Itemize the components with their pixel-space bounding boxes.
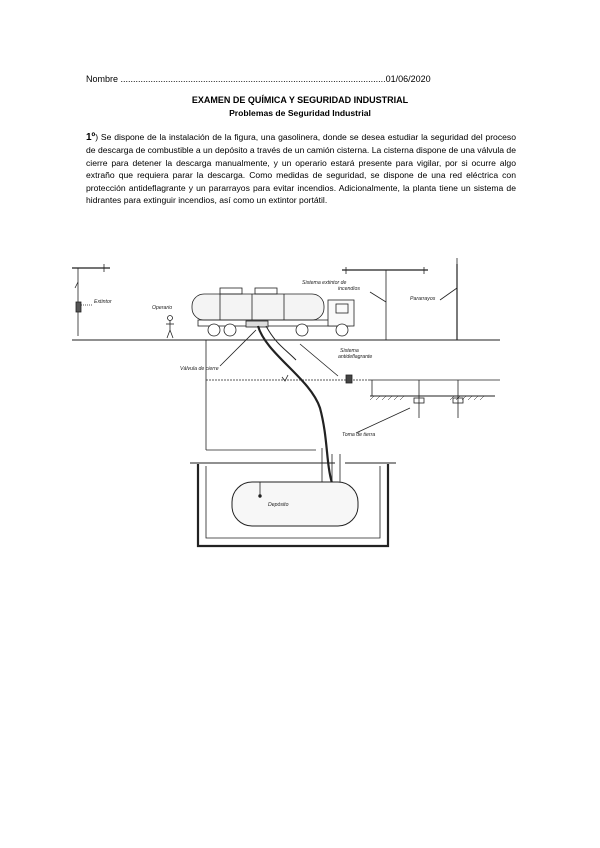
name-line <box>86 74 516 84</box>
operario-icon <box>166 316 174 339</box>
discharge-hose <box>258 326 332 483</box>
label-deposito: Depósito <box>268 502 289 508</box>
pararrayos-icon <box>440 258 457 340</box>
label-antideflagrante-1: Sistema <box>340 348 359 354</box>
name-label: Nombre <box>86 74 119 84</box>
installation-diagram <box>70 258 510 568</box>
name-dots: .......................................................................................................... <box>120 74 386 84</box>
deposito-tank <box>232 448 358 526</box>
tanker-truck <box>192 288 354 336</box>
question-text: ) Se dispone de la instalación de la figura, una gasolinera, donde se desea estudiar la seguridad del proceso de descarga de combustible a un depósito a través de un camión cisterna. La cisterna dispone de una válvula de cierre para detener la descarga manualmente, y un operario estará presente para vigilar, por si ocurre algo extraño que requiera parar la descarga. Como medidas de seguridad, se dispone de una red eléctrica con protección antideflagrante y un pararrayos para evitar incendios. Adicionalmente, la planta tiene un sistema de hidrantes para extinguir incendios, así como un extintor portátil. <box>86 132 516 206</box>
label-sistema-extintor-1: Sistema extintor de <box>302 280 347 286</box>
label-pararrayos: Pararrayos <box>410 296 436 302</box>
grounding-system <box>356 380 495 433</box>
label-antideflagrante-2: antideflagrante <box>338 354 373 360</box>
question-1 <box>86 131 516 206</box>
label-valvula: Válvula de cierre <box>180 366 219 372</box>
label-extintor: Extintor <box>94 299 112 305</box>
extintor-icon <box>76 302 92 312</box>
exam-subtitle: Problemas de Seguridad Industrial <box>229 108 371 118</box>
label-operario: Operario <box>152 305 173 311</box>
hydrant-canopy <box>342 267 428 340</box>
exam-title: EXAMEN DE QUÍMICA Y SEGURIDAD INDUSTRIAL <box>191 95 409 105</box>
exam-date: 01/06/2020 <box>385 74 431 84</box>
question-number: 1º <box>86 132 96 143</box>
label-sistema-extintor-2: incendios <box>338 286 360 292</box>
label-toma-tierra: Toma de tierra <box>342 432 376 438</box>
